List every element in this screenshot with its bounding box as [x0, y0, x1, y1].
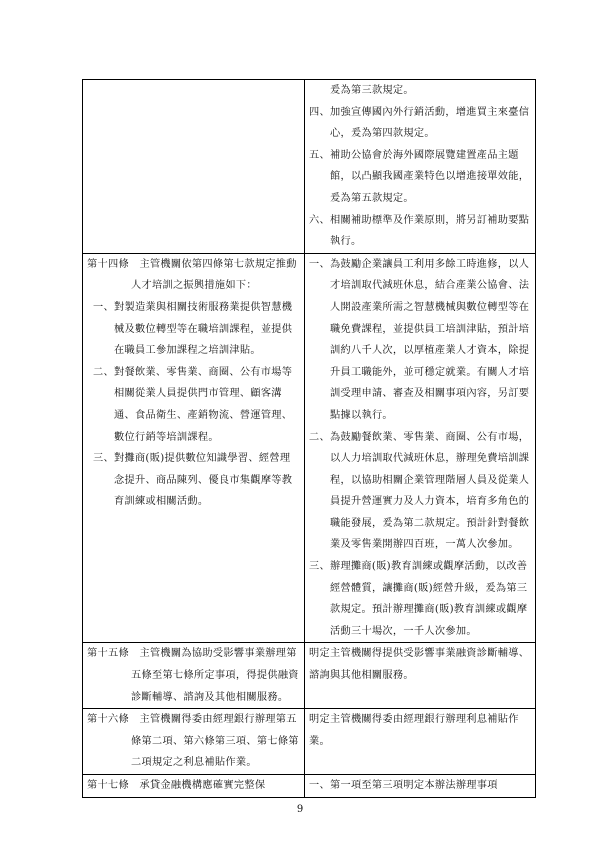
- explanation-cell: [305, 643, 536, 709]
- explanation-cell: [305, 80, 536, 254]
- article-paragraph: [87, 643, 300, 708]
- provisions-table: [82, 79, 536, 798]
- explanation-cell: [305, 253, 536, 643]
- provision-cell: [83, 80, 305, 254]
- provision-item: 三、對攤商(販)提供數位知識學習、經營理念提升、商品陳列、優良市集觀摩等教育訓練或相關活動。: [93, 453, 293, 508]
- provision-cell: [83, 253, 305, 643]
- article-number: 第十六條: [87, 714, 129, 726]
- provision-item: 二、對餐飲業、零售業、商圈、公有市場等相關從業人員提供門市管理、顧客溝通、食品衛生、產銷物流、營運管理、數位行銷等培訓課程。: [93, 366, 293, 443]
- table-row: [83, 709, 536, 775]
- explanation-cell: [305, 775, 536, 798]
- explanation-item: 一、為鼓勵企業讓員工利用多餘工時進修，以人才培訓取代減班休息，結合產業公協會、法人開設產業所需之智慧機械與數位轉型等在職免費課程，並提供員工培訓津貼，預計培訓約八千人次，以厚植產業人才資本，除提升員工職能外，並可穩定就業。有關人才培訓受理申請、審查及相關事項內容，另訂要點據以執行。: [309, 258, 530, 421]
- table-row: [83, 253, 536, 643]
- explanation-item: 五、補助公協會於海外國際展覽建置產品主題館，以凸顯我國產業特色以增進接單效能，爰為第五款規定。: [309, 149, 530, 204]
- explanation-item: 爰為第三款規定。: [330, 85, 414, 96]
- explanation-item: 三、辦理攤商(販)教育訓練或觀摩活動，以改善經營體質，讓攤商(販)經營升級，爰為第三款規定。預計辦理攤商(販)教育訓練或觀摩活動三十場次，一千人次參加。: [309, 561, 528, 637]
- article-paragraph: [87, 775, 300, 797]
- article-paragraph: [87, 254, 300, 297]
- article-text: 主管機關為協助受影響事業辦理第五條至第七條所定事項，得提供融資診斷輔導、諮詢及其他相關服務。: [131, 648, 299, 703]
- provision-item: 一、對製造業與相關技術服務業提供智慧機械及數位轉型等在職培訓課程，並提供在職員工參加課程之培訓津貼。: [93, 301, 293, 357]
- article-paragraph: [87, 709, 300, 774]
- page-number: 9: [296, 804, 304, 815]
- article-text: 主管機關得委由經理銀行辦理第五條第二項、第六條第三項、第七條第二項規定之利息補貼作業。: [131, 714, 299, 769]
- table-row: [83, 775, 536, 798]
- explanation-item: 四、加強宣傳國內外行銷活動，增進買主來臺信心，爰為第四款規定。: [309, 106, 530, 140]
- explanation-paragraph: 明定主管機關得委由經理銀行辦理利息補貼作業。: [309, 714, 519, 747]
- table-row: [83, 643, 536, 709]
- article-text: 主管機關依第四條第七款規定推動人才培訓之振興措施如下：: [131, 258, 297, 292]
- explanation-item: 六、相關補助標準及作業原則，將另訂補助要點執行。: [309, 214, 530, 248]
- article-number: 第十四條: [87, 258, 129, 270]
- provision-cell: [83, 643, 305, 709]
- provision-cell: [83, 775, 305, 798]
- article-number: 第十七條: [87, 780, 129, 791]
- table-row: [83, 80, 536, 254]
- explanation-item: 一、第一項至第三項明定本辦法辦理事項: [309, 780, 498, 791]
- article-text: 承貸金融機構應確實完整保: [139, 780, 266, 791]
- provision-cell: [83, 709, 305, 775]
- explanation-item: 二、為鼓勵餐飲業、零售業、商圈、公有市場，以人力培訓取代減班休息，辦理免費培訓課程，以協助相關企業管理階層人員及從業人員提升營運實力及人力資本，培育多角色的職能發展，爰為第二款規定。預計針對餐飲業及零售業開辦四百班，一萬人次參加。: [309, 431, 530, 551]
- explanation-paragraph: 明定主管機關得提供受影響事業融資診斷輔導、諮詢與其他相關服務。: [309, 648, 530, 682]
- article-number: 第十五條: [87, 648, 129, 660]
- explanation-cell: [305, 709, 536, 775]
